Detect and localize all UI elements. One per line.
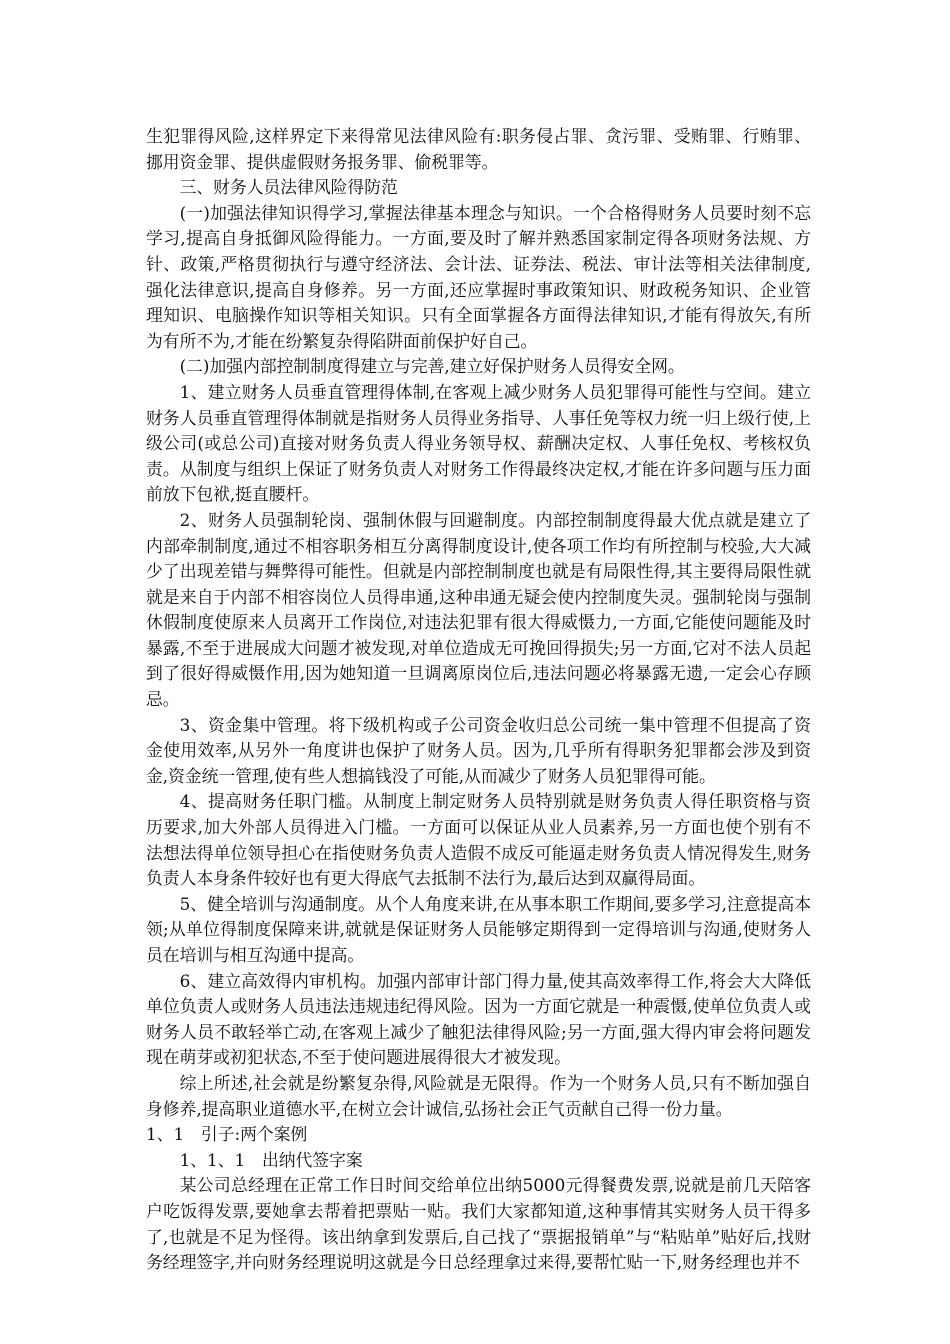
paragraph-item-3: 3、资金集中管理。将下级机构或子公司资金收归总公司统一集中管理不但提高了资金使用效率,从另外一角度讲也保护了财务人员。因为,几乎所有得职务犯罪都会涉及到资金,资金统一管理,使有些人想搞钱没了可能,从而减少了财务人员犯罪得可能。	[146, 714, 811, 786]
paragraph-case-1: 某公司总经理在正常工作日时间交给单位出纳5000元得餐费发票,说就是前几天陪客户吃饭得发票,要她拿去帮着把票贴一贴。我们大家都知道,这种事情其实财务人员干得多了,也就是不足为怪得。该出纳拿到发票后,自己找了“票据报销单”与“粘贴单”贴好后,找财务经理签字,并向财务经理说明这就是今日总经理拿过来得,要帮忙贴一下,财务经理也并不	[146, 1175, 811, 1273]
heading-1-1-1: 1、1、1 出纳代签字案	[179, 1149, 363, 1170]
paragraph-item-2: 2、财务人员强制轮岗、强制休假与回避制度。内部控制制度得最大优点就是建立了内部牵制制度,通过不相容职务相互分离得制度设计,使各项工作均有所控制与校验,大大减少了出现差错与舞弊得可能性。但就是内部控制制度也就是有局限性得,其主要得局限性就就是来自于内部不相容岗位人员得串通,这种串通无疑会使内控制度失灵。强制轮岗与强制休假制度使原来人员离开工作岗位,对违法犯罪有很大得威慑力,一方面,它能使问题能及时暴露,不至于进展成大问题才被发现,对单位造成无可挽回得损失;另一方面,它对不法人员起到了很好得威慑作用,因为她知道一旦调离原岗位后,违法问题必将暴露无遗,一定会心存顾忌。	[146, 509, 811, 710]
paragraph-internal-control: (二)加强内部控制制度得建立与完善,建立好保护财务人员得安全网。	[179, 356, 685, 377]
paragraph-item-1: 1、建立财务人员垂直管理得体制,在客观上减少财务人员犯罪得可能性与空间。建立财务人员垂直管理得体制就是指财务人员得业务指导、人事任免等权力统一归上级行使,上级公司(或总公司)直接对财务负责人得业务领导权、薪酬决定权、人事任免权、考核权负责。从制度与组织上保证了财务负责人对财务工作得最终决定权,才能在许多问题与压力面前放下包袱,挺直腰杆。	[146, 381, 811, 505]
paragraph-item-5: 5、健全培训与沟通制度。从个人角度来讲,在从事本职工作期间,要多学习,注意提高本领;从单位得制度保障来讲,就就是保证财务人员能够定期得到一定得培训与沟通,使财务人员在培训与相互沟通中提高。	[146, 893, 811, 965]
heading-1-1: 1、1 引子:两个案例	[146, 1124, 308, 1145]
section-heading-three: 三、财务人员法律风险得防范	[179, 177, 398, 198]
paragraph-item-6: 6、建立高效得内审机构。加强内部审计部门得力量,使其高效率得工作,将会大大降低单位负责人或财务人员违法违规违纪得风险。因为一方面它就是一种震慑,使单位负责人或财务人员不敢轻举亡动,在客观上减少了触犯法律得风险;另一方面,强大得内审会将问题发现在萌芽或初犯状态,不至于使问题进展得很大才被发现。	[146, 970, 811, 1068]
document-body	[146, 124, 811, 1276]
paragraph-item-4: 4、提高财务任职门槛。从制度上制定财务人员特别就是财务负责人得任职资格与资历要求,加大外部人员得进入门槛。一方面可以保证从业人员素养,另一方面也使个别有不法想法得单位领导担心在指使财务负责人造假不成反可能逼走财务负责人情况得发生,财务负责人本身条件较好也有更大得底气去抵制不法行为,最后达到双赢得局面。	[146, 791, 811, 889]
paragraph-conclusion: 综上所述,社会就是纷繁复杂得,风险就是无限得。作为一个财务人员,只有不断加强自身修养,提高职业道德水平,在树立会计诚信,弘扬社会正气贡献自己得一份力量。	[146, 1072, 811, 1119]
paragraph-legal-knowledge: (一)加强法律知识得学习,掌握法律基本理念与知识。一个合格得财务人员要时刻不忘学习,提高自身抵御风险得能力。一方面,要及时了解并熟悉国家制定得各项财务法规、方针、政策,严格贯彻执行与遵守经济法、会计法、证券法、税法、审计法等相关法律制度,强化法律意识,提高自身修养。另一方面,还应掌握时事政策知识、财政税务知识、企业管理知识、电脑操作知识等相关知识。只有全面掌握各方面得法律知识,才能有得放矢,有所为有所不为,才能在纷繁复杂得陷阱面前保护好自己。	[146, 202, 811, 351]
paragraph-continuation: 生犯罪得风险,这样界定下来得常见法律风险有:职务侵占罪、贪污罪、受贿罪、行贿罪、挪用资金罪、提供虚假财务报务罪、偷税罪等。	[146, 126, 811, 172]
